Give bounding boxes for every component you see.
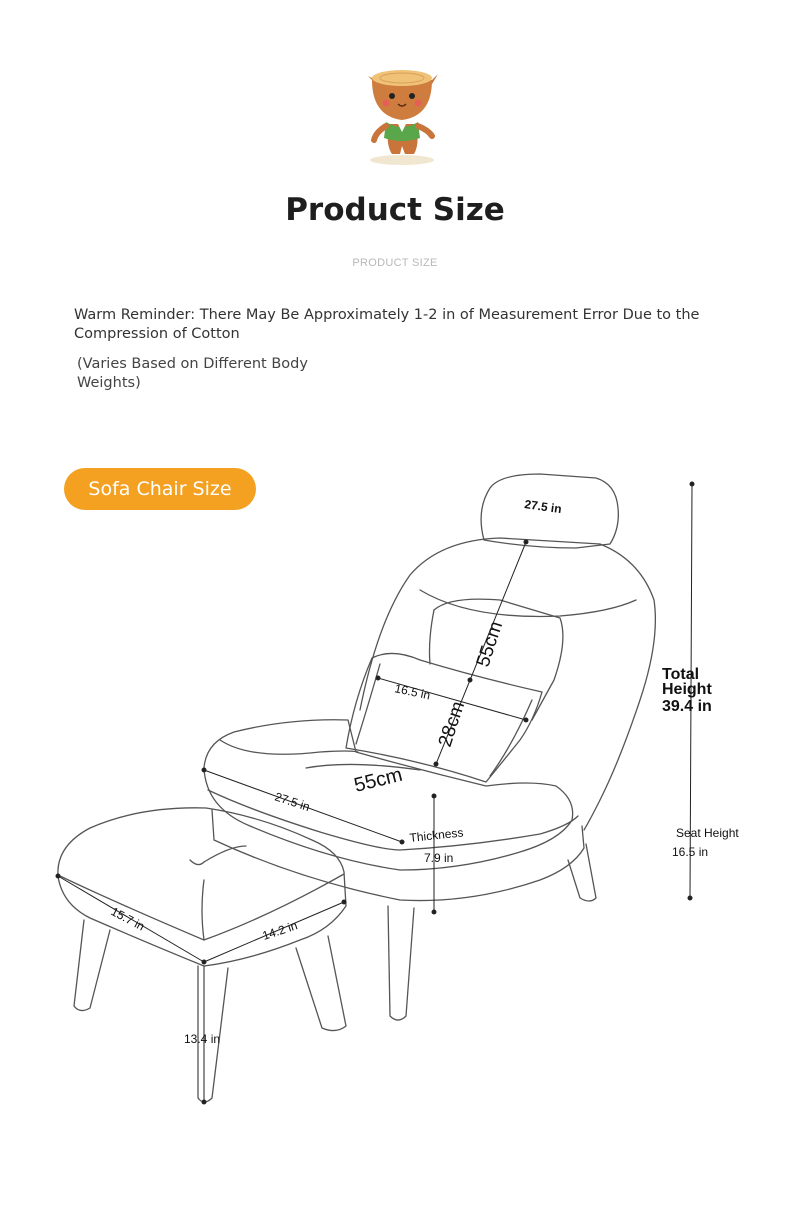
section-badge: Sofa Chair Size [64, 468, 256, 510]
pillow-width-label: 16.5 in [393, 681, 432, 703]
total-height-value: 39.4 in [662, 698, 712, 715]
total-height-label-line1: Total [662, 666, 700, 683]
seat-height-value: 16.5 in [672, 845, 709, 859]
ottoman-depth-label: 15.7 in [108, 904, 147, 934]
ottoman-leg-left [74, 920, 110, 1011]
ottoman-leg-right [296, 936, 346, 1031]
seat-depth-label: 55cm [351, 763, 405, 797]
headrest-width-label: 27.5 in [523, 497, 563, 517]
thickness-value: 7.9 in [424, 851, 454, 865]
ottoman-width-label: 14.2 in [260, 918, 300, 943]
seat-width-label: 27.5 in [273, 789, 312, 814]
sofa-chair-dimension-diagram [0, 440, 790, 1140]
measurement-reminder: Warm Reminder: There May Be Approximately 1-2 in of Measurement Error Due to the Compression of Cotton [74, 307, 700, 342]
page-subtitle: PRODUCT SIZE [352, 257, 438, 269]
body-weight-note: (Varies Based on Different Body Weights) [77, 356, 308, 391]
chair-leg-back [568, 844, 596, 901]
thickness-label: Thickness [408, 825, 465, 845]
back-height-label: 55cm [472, 618, 508, 670]
pillow-height-label: 28cm [434, 698, 470, 750]
page-title: Product Size [285, 192, 505, 228]
seat-height-label: Seat Height [676, 826, 739, 840]
chair-leg-front [388, 906, 414, 1020]
ottoman-height-label: 13.4 in [184, 1032, 221, 1046]
total-height-label-line2: Height [662, 681, 712, 698]
tree-stump-mascot-icon [360, 66, 444, 166]
ottoman-outline [58, 808, 346, 966]
